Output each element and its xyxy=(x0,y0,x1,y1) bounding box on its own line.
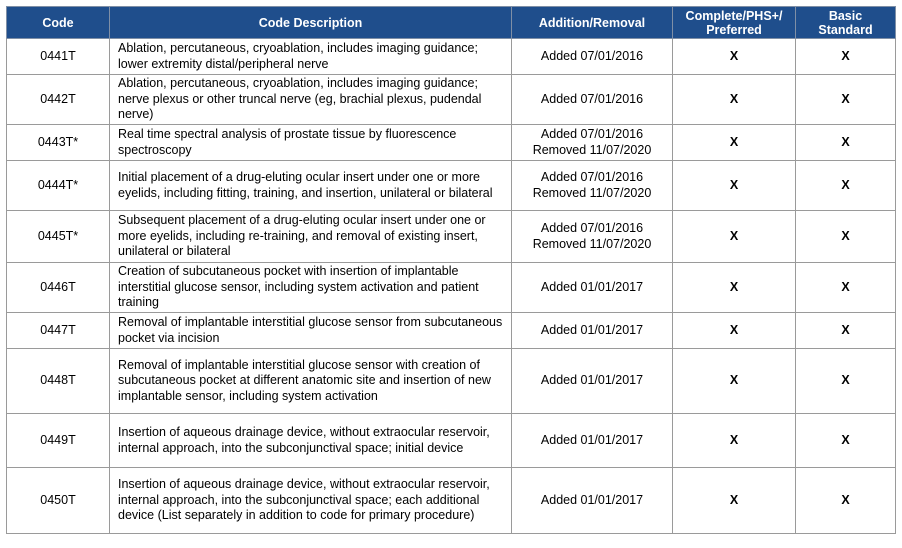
cell-complete-mark: X xyxy=(673,125,796,161)
cell-code: 0447T xyxy=(7,313,110,349)
cell-description: Removal of implantable interstitial glucose sensor with creation of subcutaneous pocket at different anatomic site and insertion of new implantable sensor, including system activation xyxy=(110,349,512,414)
cell-addition-removal xyxy=(512,161,673,211)
cell-addition-removal xyxy=(512,313,673,349)
table-row xyxy=(7,39,896,75)
added-date: Added 07/01/2016 xyxy=(540,91,644,106)
header-description: Code Description xyxy=(110,7,512,39)
cell-basic-mark: X xyxy=(796,39,896,75)
cell-code: 0445T* xyxy=(7,211,110,263)
table-row xyxy=(7,161,896,211)
header-basic-standard xyxy=(796,7,896,39)
code-table-container xyxy=(6,6,896,534)
table-row xyxy=(7,263,896,313)
cell-addition-removal xyxy=(512,414,673,468)
cell-description: Ablation, percutaneous, cryoablation, includes imaging guidance; lower extremity distal/peripheral nerve xyxy=(110,39,512,75)
removed-date: Removed 11/07/2020 xyxy=(532,142,652,157)
added-date: Added 07/01/2016 xyxy=(540,48,644,63)
cell-basic-mark: X xyxy=(796,161,896,211)
cell-description: Insertion of aqueous drainage device, without extraocular reservoir, internal approach, into the subconjunctival space; each additional device (List separately in addition to code for primary procedure) xyxy=(110,468,512,534)
table-row xyxy=(7,349,896,414)
added-date: Added 01/01/2017 xyxy=(540,373,644,388)
cell-description: Real time spectral analysis of prostate tissue by fluorescence spectroscopy xyxy=(110,125,512,161)
cell-addition-removal xyxy=(512,468,673,534)
cell-basic-mark: X xyxy=(796,75,896,125)
header-complete-phs-preferred xyxy=(673,7,796,39)
cell-complete-mark: X xyxy=(673,313,796,349)
added-date: Added 07/01/2016 xyxy=(540,127,644,141)
added-date: Added 01/01/2017 xyxy=(540,432,644,447)
header-complete-line1: Complete/PHS+/ xyxy=(685,8,783,23)
cell-addition-removal xyxy=(512,349,673,414)
table-row xyxy=(7,414,896,468)
added-date: Added 01/01/2017 xyxy=(540,322,644,337)
header-basic-line1: Basic xyxy=(828,8,863,23)
cell-complete-mark: X xyxy=(673,349,796,414)
header-basic-line2: Standard xyxy=(818,22,873,37)
cell-basic-mark: X xyxy=(796,125,896,161)
code-table xyxy=(6,6,896,534)
cell-complete-mark: X xyxy=(673,75,796,125)
cell-addition-removal xyxy=(512,263,673,313)
cell-code: 0443T* xyxy=(7,125,110,161)
cell-complete-mark: X xyxy=(673,468,796,534)
table-row xyxy=(7,211,896,263)
cell-code: 0442T xyxy=(7,75,110,125)
cell-description: Removal of implantable interstitial glucose sensor from subcutaneous pocket via incision xyxy=(110,313,512,349)
table-header-row xyxy=(7,7,896,39)
cell-basic-mark: X xyxy=(796,313,896,349)
table-row xyxy=(7,313,896,349)
cell-description: Subsequent placement of a drug-eluting ocular insert under one or more eyelids, including re-training, and removal of existing insert, unilateral or bilateral xyxy=(110,211,512,263)
cell-complete-mark: X xyxy=(673,161,796,211)
added-date: Added 01/01/2017 xyxy=(540,492,644,507)
table-row xyxy=(7,125,896,161)
cell-code: 0444T* xyxy=(7,161,110,211)
cell-basic-mark: X xyxy=(796,263,896,313)
cell-complete-mark: X xyxy=(673,211,796,263)
cell-code: 0441T xyxy=(7,39,110,75)
cell-addition-removal xyxy=(512,39,673,75)
table-row xyxy=(7,468,896,534)
cell-code: 0449T xyxy=(7,414,110,468)
added-date: Added 01/01/2017 xyxy=(540,279,644,294)
cell-basic-mark: X xyxy=(796,414,896,468)
cell-complete-mark: X xyxy=(673,263,796,313)
cell-description: Ablation, percutaneous, cryoablation, includes imaging guidance; nerve plexus or other truncal nerve (eg, brachial plexus, pudendal nerve) xyxy=(110,75,512,125)
cell-addition-removal xyxy=(512,75,673,125)
added-date: Added 07/01/2016 xyxy=(540,170,644,184)
cell-basic-mark: X xyxy=(796,468,896,534)
cell-description: Creation of subcutaneous pocket with insertion of implantable interstitial glucose sensor, including system activation and patient training xyxy=(110,263,512,313)
cell-code: 0450T xyxy=(7,468,110,534)
header-addition-removal: Addition/Removal xyxy=(512,7,673,39)
removed-date: Removed 11/07/2020 xyxy=(532,236,652,251)
table-row xyxy=(7,75,896,125)
header-complete-line2: Preferred xyxy=(706,22,762,37)
cell-description: Initial placement of a drug-eluting ocular insert under one or more eyelids, including fitting, training, and insertion, unilateral or bilateral xyxy=(110,161,512,211)
added-date: Added 07/01/2016 xyxy=(540,221,644,235)
cell-code: 0446T xyxy=(7,263,110,313)
header-code: Code xyxy=(7,7,110,39)
cell-basic-mark: X xyxy=(796,211,896,263)
cell-code: 0448T xyxy=(7,349,110,414)
cell-basic-mark: X xyxy=(796,349,896,414)
cell-addition-removal xyxy=(512,211,673,263)
cell-addition-removal xyxy=(512,125,673,161)
removed-date: Removed 11/07/2020 xyxy=(532,185,652,200)
cell-complete-mark: X xyxy=(673,39,796,75)
cell-complete-mark: X xyxy=(673,414,796,468)
cell-description: Insertion of aqueous drainage device, without extraocular reservoir, internal approach, into the subconjunctival space; initial device xyxy=(110,414,512,468)
